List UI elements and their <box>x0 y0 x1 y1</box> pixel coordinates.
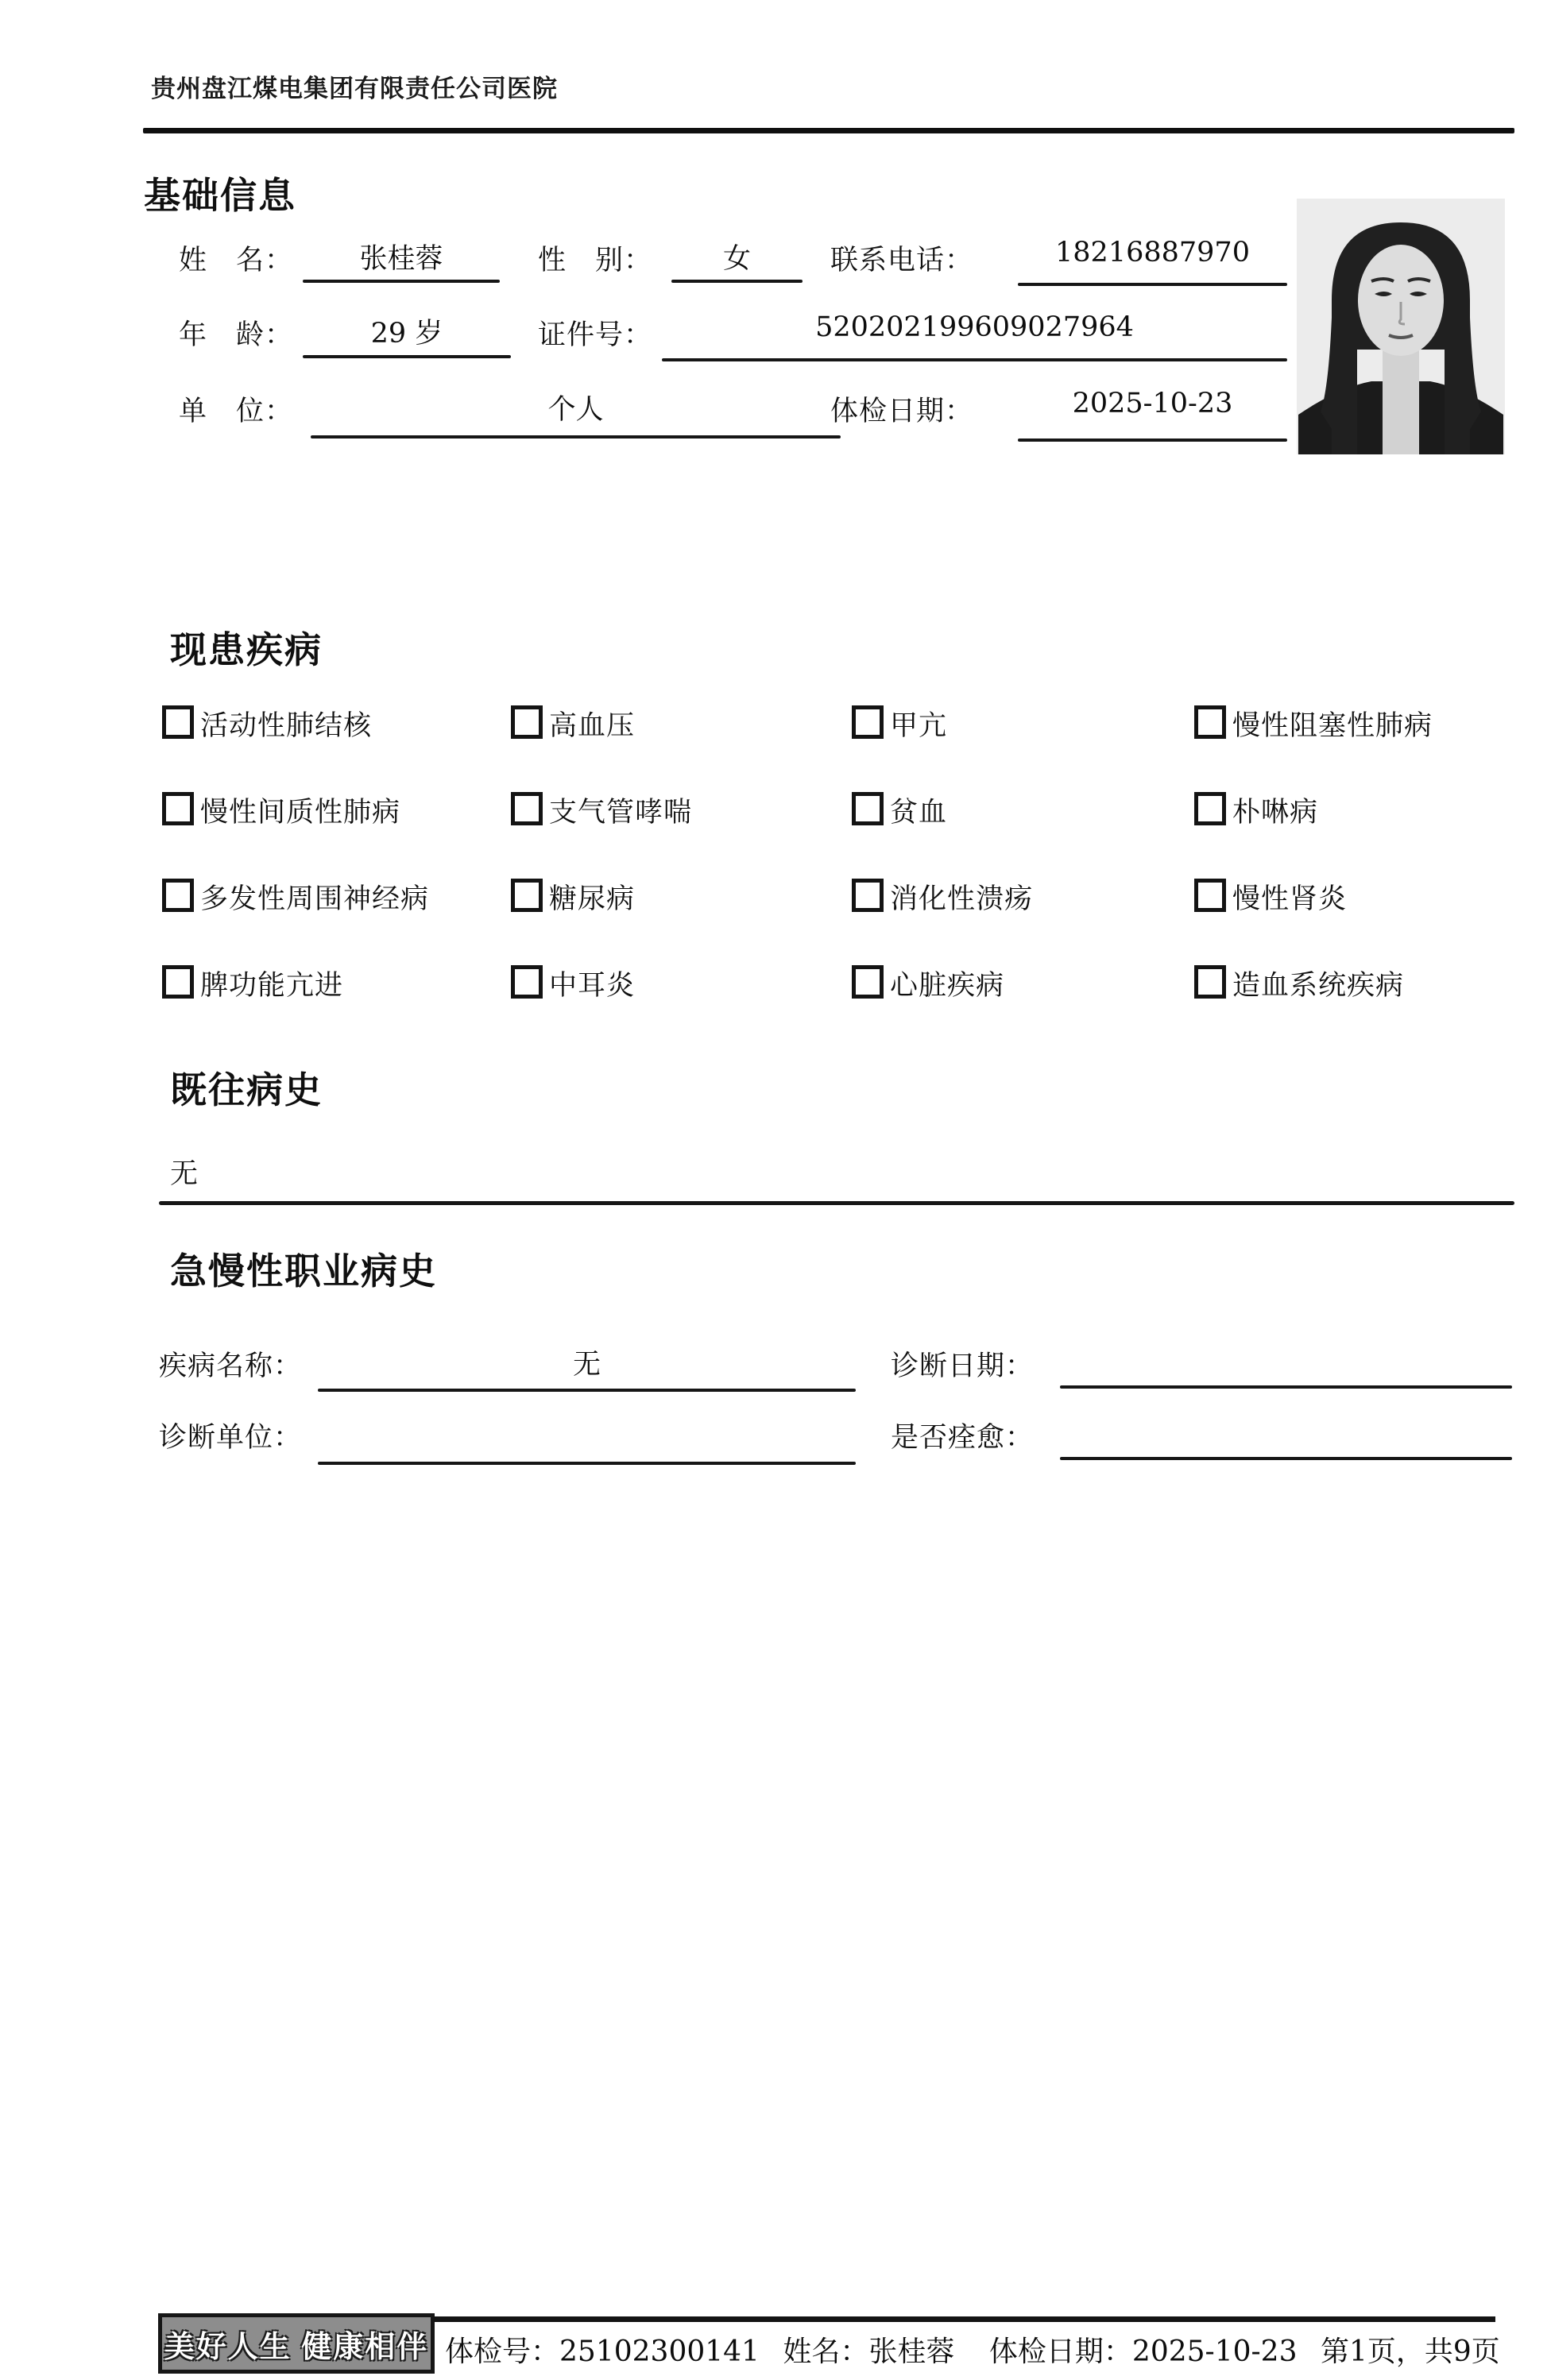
disease-item: 脾功能亢进 <box>162 964 511 1050</box>
age-label: 年 龄： <box>179 319 294 350</box>
disease-item: 慢性间质性肺病 <box>162 790 511 877</box>
exam-date-value: 2025-10-23 <box>1072 388 1233 419</box>
unit-underline <box>311 435 841 439</box>
id-label: 证件号： <box>538 319 653 350</box>
hospital-name: 贵州盘江煤电集团有限责任公司医院 <box>151 75 558 102</box>
footer-name: 姓名：张桂蓉 <box>783 2336 955 2368</box>
section-title-basic-info: 基础信息 <box>144 175 296 216</box>
checkbox-icon[interactable] <box>511 879 543 912</box>
disease-item: 糖尿病 <box>511 877 852 964</box>
section-title-past-history: 既往病史 <box>170 1069 323 1111</box>
unit-value: 个人 <box>547 394 604 426</box>
portrait-photo <box>1297 199 1505 454</box>
disease-name-value: 无 <box>572 1349 601 1381</box>
diagnosis-date-label: 诊断日期： <box>891 1350 1035 1381</box>
disease-item: 造血系统疾病 <box>1194 964 1545 1050</box>
checkbox-icon[interactable] <box>1194 792 1226 825</box>
diagnosis-date-underline <box>1060 1385 1512 1389</box>
checkbox-icon[interactable] <box>511 792 543 825</box>
disease-item: 支气管哮喘 <box>511 790 852 877</box>
checkbox-icon[interactable] <box>162 792 194 825</box>
disease-item: 活动性肺结核 <box>162 704 511 790</box>
name-value: 张桂蓉 <box>359 243 443 275</box>
diagnosis-unit-underline <box>318 1462 856 1465</box>
footer-info <box>445 2329 1526 2370</box>
unit-label: 单 位： <box>179 396 294 427</box>
footer-divider <box>434 2316 1495 2322</box>
phone-underline <box>1018 283 1287 286</box>
section-title-occupational-history: 急慢性职业病史 <box>170 1250 437 1292</box>
disease-item: 多发性周围神经病 <box>162 877 511 964</box>
disease-item: 慢性阻塞性肺病 <box>1194 704 1545 790</box>
disease-checkbox-grid <box>162 704 1545 1050</box>
gender-label: 性 别： <box>538 245 653 276</box>
id-value: 520202199609027964 <box>815 311 1134 343</box>
header-divider <box>143 128 1514 133</box>
recovered-label: 是否痊愈： <box>891 1422 1035 1453</box>
disease-item: 消化性溃疡 <box>852 877 1194 964</box>
checkbox-icon[interactable] <box>162 879 194 912</box>
disease-item: 贫血 <box>852 790 1194 877</box>
gender-value: 女 <box>722 243 751 275</box>
disease-item: 中耳炎 <box>511 964 852 1050</box>
phone-value: 18216887970 <box>1055 237 1250 269</box>
checkbox-icon[interactable] <box>1194 705 1226 739</box>
disease-item: 慢性肾炎 <box>1194 877 1545 964</box>
disease-item: 朴啉病 <box>1194 790 1545 877</box>
name-underline <box>303 280 500 283</box>
section-title-current-diseases: 现患疾病 <box>170 629 323 670</box>
disease-item: 高血压 <box>511 704 852 790</box>
age-value: 29 岁 <box>370 318 443 350</box>
checkbox-icon[interactable] <box>1194 965 1226 999</box>
checkbox-icon[interactable] <box>852 965 884 999</box>
exam-date-underline <box>1018 439 1287 442</box>
phone-label: 联系电话： <box>830 245 974 276</box>
footer-date: 体检日期：2025-10-23 <box>988 2336 1298 2368</box>
footer-page-info: 第1页，共9页 <box>1320 2336 1500 2368</box>
name-label: 姓 名： <box>179 245 294 276</box>
checkbox-icon[interactable] <box>162 965 194 999</box>
checkbox-icon[interactable] <box>852 879 884 912</box>
disease-item: 甲亢 <box>852 704 1194 790</box>
recovered-underline <box>1060 1457 1512 1460</box>
past-history-underline <box>159 1201 1514 1205</box>
checkbox-icon[interactable] <box>852 792 884 825</box>
footer-slogan-badge <box>158 2313 435 2374</box>
exam-date-label: 体检日期： <box>830 396 974 427</box>
id-underline <box>662 358 1287 361</box>
disease-name-label: 疾病名称： <box>159 1350 303 1381</box>
footer-exam-no: 体检号：25102300141 <box>445 2336 760 2368</box>
past-history-value: 无 <box>170 1158 199 1189</box>
disease-name-underline <box>318 1389 856 1392</box>
checkbox-icon[interactable] <box>511 705 543 739</box>
checkbox-icon[interactable] <box>1194 879 1226 912</box>
checkbox-icon[interactable] <box>511 965 543 999</box>
age-underline <box>303 355 511 358</box>
checkbox-icon[interactable] <box>852 705 884 739</box>
disease-item: 心脏疾病 <box>852 964 1194 1050</box>
diagnosis-unit-label: 诊断单位： <box>159 1422 303 1453</box>
footer-slogan: 美好人生 健康相伴 <box>164 2330 429 2364</box>
gender-underline <box>671 280 803 283</box>
checkbox-icon[interactable] <box>162 705 194 739</box>
